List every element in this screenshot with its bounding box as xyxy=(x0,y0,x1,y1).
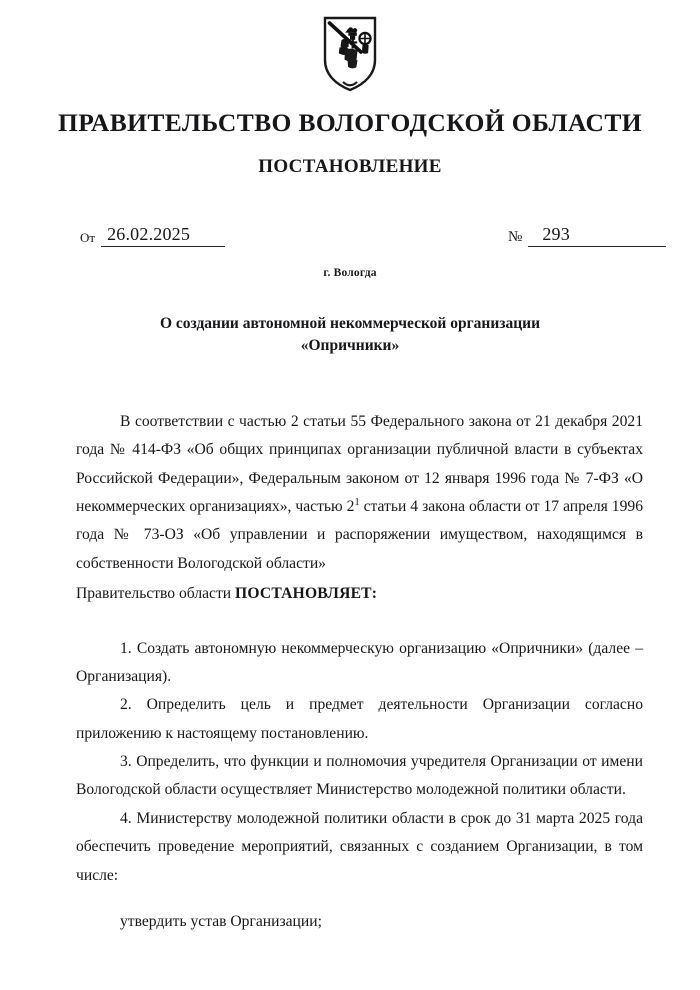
resolution-prefix: Правительство области xyxy=(76,585,236,603)
subitem-1: утвердить устав Организации; xyxy=(120,912,322,930)
emblem-container xyxy=(0,0,700,92)
date-value: 26.02.2025 xyxy=(101,225,225,247)
coat-of-arms-icon xyxy=(321,16,379,92)
resolution-line xyxy=(76,580,643,608)
document-meta-row xyxy=(0,225,700,265)
city-label: г. Вологда xyxy=(323,266,377,279)
resolution-keyword: ПОСТАНОВЛЯЕТ: xyxy=(235,585,378,603)
number-field-group xyxy=(508,225,666,247)
subject-line-2: «Опричники» xyxy=(300,336,400,354)
preamble-paragraph xyxy=(76,408,643,578)
preamble-text-part-1: В соответствии с частью 2 статьи 55 Федерального закона от 21 декабря 2021 года № 414-ФЗ «Об общих принципах организации публичной власти в субъектах Российской Федерации», Федеральным законом от 12 января 1996 года № 7-ФЗ «О некоммерческих организациях», частью 2 xyxy=(76,412,643,516)
preamble-text-part-2: статьи 4 закона области от 17 апреля 1996 года № 73-ОЗ «Об управлении и распоряжении имуществом, находящимся в собственности Вологодской области» xyxy=(76,498,643,572)
date-field-group xyxy=(80,225,225,247)
number-label: № xyxy=(508,228,523,245)
item-1: 1. Создать автономную некоммерческую организацию «Опричники» (далее – Организация). xyxy=(76,639,643,685)
subject-line-1: О создании автономной некоммерческой организации xyxy=(159,314,541,332)
preamble-superscript: 1 xyxy=(354,496,360,508)
date-label: От xyxy=(80,229,96,245)
item-4: 4. Министерству молодежной политики области в срок до 31 марта 2025 года обеспечить проведение мероприятий, связанных с созданием Организации, в том числе: xyxy=(76,809,643,884)
document-body xyxy=(76,408,643,936)
number-value: 293 xyxy=(528,225,666,247)
item-3: 3. Определить, что функции и полномочия учредителя Организации от имени Вологодской области осуществляет Министерство молодежной политики области. xyxy=(76,753,643,799)
document-subject xyxy=(115,313,585,357)
item-2: 2. Определить цель и предмет деятельности Организации согласно приложению к настоящему постановлению. xyxy=(76,696,643,742)
page-title: ПРАВИТЕЛЬСТВО ВОЛОГОДСКОЙ ОБЛАСТИ xyxy=(57,108,643,137)
document-kind-title: ПОСТАНОВЛЕНИЕ xyxy=(258,156,442,178)
